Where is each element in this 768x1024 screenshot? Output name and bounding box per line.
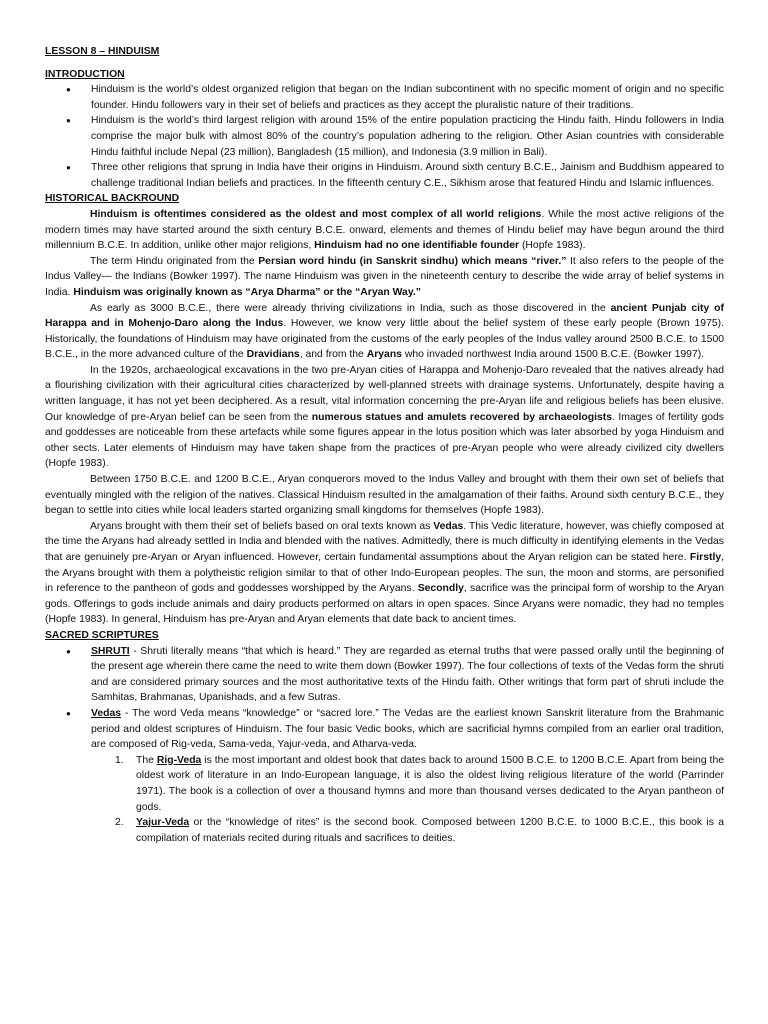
list-number: 2.: [115, 817, 124, 829]
paragraph: [45, 363, 724, 472]
introduction-list: [45, 82, 724, 191]
paragraph: Between 1750 B.C.E. and 1200 B.C.E., Aryan conquerors moved to the Indus Valley and brought with them their own set of beliefs that eventually mingled with the religion of the natives. Classical Hinduism resulted in the amalgamation of their faiths. Around sixth century B.C.E., they began to settle into cities while local leaders started organizing small kingdoms for themselves (Hopfe 1983).: [45, 474, 724, 517]
bold-phrase: Dravidians: [246, 349, 300, 361]
text-run: , sacrifice was the principal form of worship to the Aryan gods. Offerings to gods include animals and dairy products performed on altars in open spaces. Since Aryans were nomadic, they had no temples (Hopfe 1983). In general, Hinduism has pre-Aryan and Aryan elements that date back to ancient times.: [45, 583, 724, 626]
paragraph: [45, 301, 724, 363]
text-run: . This Vedic literature, however, was chiefly composed at the time the Aryans had already settled in India and blended with the natives. Admittedly, there is much difficulty in identifying elements in the Vedas that are genuinely pre-Aryan or Aryan influenced. However, certain fundamental assumptions about the Aryan religion can be stated here.: [45, 520, 725, 563]
bold-phrase: Aryans: [366, 349, 402, 361]
text-run: . While the most active religions of the modern times may have started around the sixth century B.C.E. onward, elements and themes of Hindu belief may have begun around the third millennium B.C.E. In addition, unlike other major religions,: [45, 208, 724, 252]
text-run: As early as 3000 B.C.E., there were already thriving civilizations in India, such as those discovered in the: [90, 302, 611, 314]
text-run: who invaded northwest India around 1500 B.C.E. (Bowker 1997).: [401, 349, 705, 361]
text-run: The term Hindu originated from the: [90, 255, 259, 267]
text-run: is the most important and oldest book that dates back to around 1500 B.C.E. to 1200 B.C.E. Apart from being the oldest work of literature in an Indo-European language, it is also the oldest living religious literature of the world (Parrinder 1971). The book is a collection of over a thousand hymns and more than thousand verses dedicated to the Aryan pantheon of gods.: [136, 754, 725, 813]
introduction-heading: INTRODUCTION: [45, 68, 125, 80]
text-run: - The word Veda means “knowledge” or “sacred lore.” The Vedas are the earliest known Sanskrit literature from the Brahmanic period and oldest scriptures of Hinduism. The four basic Vedic books, which are sacrificial hymns compiled from an earlier oral tradition, are composed of Rig-veda, Sama-veda, Yajur-veda, and Atharva-veda.: [91, 707, 724, 751]
text-run: The: [136, 754, 157, 766]
list-number: 1.: [115, 754, 124, 766]
text-run: . However, we know very little about the belief system of these early people (Brown 1975). Historically, the foundations of Hinduism may have originated from the customs of the early peoples of the Indus valley around 2500 B.C.E. to 1500 B.C.E., in the more advanced culture of the: [45, 318, 724, 361]
list-item: ● Three other religions that sprung in India have their origins in Hinduism. Around sixth century B.C.E., Jainism and Buddhism appeared to challenge traditional Indian beliefs and practices. In the fifteenth century C.E., Sikhism arose that featured Hindu and Islamic influences.: [45, 160, 724, 191]
text-run: , and from the: [299, 349, 367, 361]
text-run: , the Aryans brought with them a polytheistic religion similar to that of other Indo-European peoples. The sun, the moon and storms, are personified in reference to the pantheon of gods and goddesses worshipped by the Aryans.: [45, 552, 724, 595]
term-yajur-veda: Yajur-Veda: [136, 817, 190, 829]
text-run: (Hopfe 1983).: [519, 240, 586, 252]
text-run: - Shruti literally means “that which is heard.” They are regarded as eternal truths that were passed orally until the beginning of the present age wherein there came the need to write them down (Bowker 1997). The four collections of texts of the Vedas form the shruti and are considered primary sources and the most authoritative texts of the Hindu faith. Other writings that form part of shruti include the Samhitas, Brahmanas, Upanishads, and a few Sutras.: [91, 645, 724, 704]
text-run: . Images of fertility gods and goddesses are noticeable from these artefacts while some figures appear in the lotus position which was later absorbed by yoga Hinduism and other sects. Later elements of Hinduism may have taken shape from the practices of pre-Aryan people who were already civilized city dwellers (Hopfe 1983).: [45, 411, 724, 470]
text-run: It also refers to the people of the Indus Valley— the Indians (Bowker 1997). The name Hinduism was given in the nineteenth century to describe the wide array of belief systems in India.: [45, 255, 724, 298]
bold-phrase: Hinduism was originally known as “Arya Dharma” or the “Aryan Way.”: [73, 286, 421, 298]
list-item: ● Hinduism is the world’s third largest religion with around 15% of the entire population practicing the Hindu faith. Hindu followers in India comprise the major bulk with almost 80% of the country’s population adhering to the religion. Other Asian countries with considerable Hindu faithful include Nepal (23 million), Bangladesh (15 million), and Indonesia (3.9 million in Bali).: [45, 113, 724, 160]
paragraph: [45, 254, 724, 301]
bold-phrase: ancient Punjab city of Harappa and in Mohenjo-Daro along the Indus: [45, 302, 724, 330]
bold-phrase: Vedas: [433, 520, 464, 532]
list-item-shruti: [45, 644, 724, 706]
historical-background-heading: HISTORICAL BACKROUND: [45, 193, 180, 205]
bold-phrase: Hinduism had no one identifiable founder: [314, 240, 520, 252]
term-shruti: SHRUTI: [91, 645, 130, 657]
list-item: ● Hinduism is the world’s oldest organized religion that began on the Indian subcontinent with no specific moment of origin and no specific founder. Hindu followers vary in their set of beliefs and practices as they accept the pluralistic nature of their traditions.: [45, 82, 724, 113]
lesson-title: LESSON 8 – HINDUISM: [45, 46, 160, 57]
paragraph: [45, 519, 724, 628]
list-item-rig-veda: [45, 753, 724, 815]
bold-phrase: Hinduism is oftentimes considered as the oldest and most complex of all world religions: [90, 208, 542, 220]
list-item-vedas: [45, 706, 724, 753]
term-rig-veda: Rig-Veda: [156, 754, 202, 766]
vedic-books-list: [45, 753, 724, 847]
text-run: or the “knowledge of rites” is the second book. Composed between 1200 B.C.E. to 1000 B.C.E., this book is a compilation of materials recited during rituals and sacrifices to deities.: [136, 817, 724, 844]
bold-phrase: Firstly: [689, 552, 722, 563]
bold-phrase: numerous statues and amulets recovered by archaeologists: [311, 411, 612, 423]
bold-phrase: Persian word hindu (in Sanskrit sindhu) which means “river.”: [258, 255, 567, 267]
list-item-yajur-veda: [45, 815, 724, 846]
term-vedas: Vedas: [91, 707, 122, 719]
scriptures-list: [45, 644, 724, 753]
bold-phrase: Secondly: [417, 583, 464, 595]
paragraph: [45, 207, 724, 254]
text-run: Aryans brought with them their set of beliefs based on oral texts known as: [90, 520, 434, 532]
text-run: In the 1920s, archaeological excavations in the two pre-Aryan cities of Harappa and Mohenjo-Daro revealed that the natives already had a flourishing civilization with their agricultural cities characterized by well-planned streets with drainage systems. Unfortunately, despite having a written language, it has not yet been deciphered. As a result, vital information concerning the pre-Aryan life and religious beliefs has been elusive. Our knowledge of pre-Aryan belief can be seen from the: [45, 364, 724, 423]
sacred-scriptures-heading: SACRED SCRIPTURES: [45, 629, 159, 641]
